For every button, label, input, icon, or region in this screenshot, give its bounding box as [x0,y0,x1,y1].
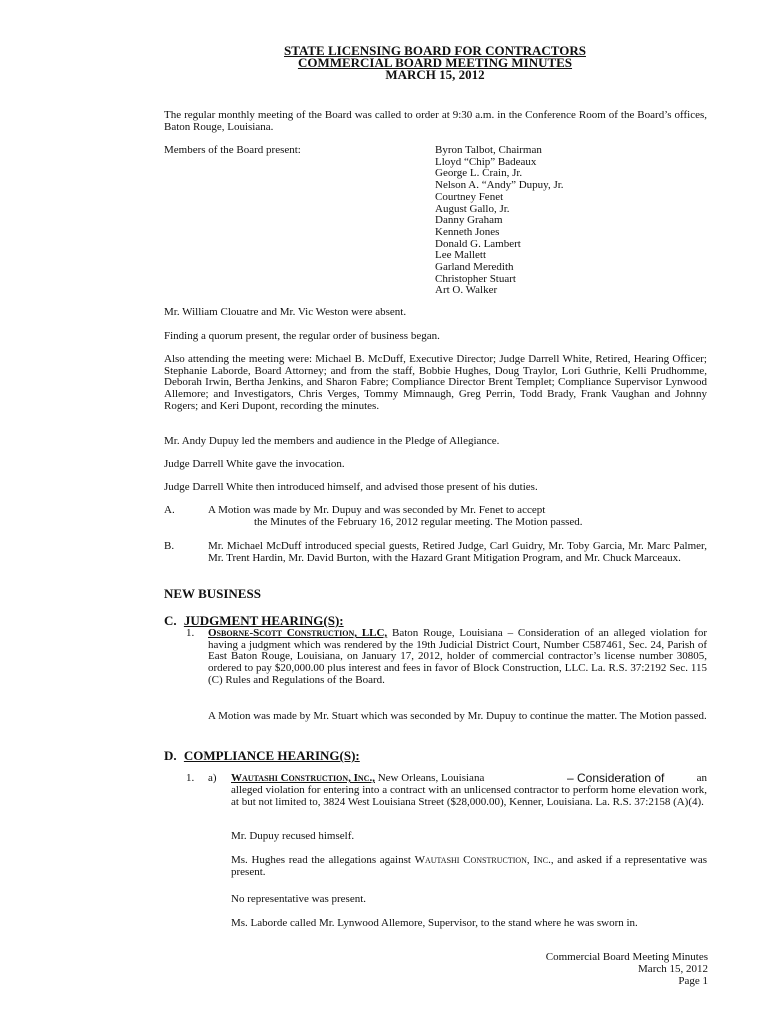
laborde-paragraph: Ms. Laborde called Mr. Lynwood Allemore, Supervisor, to the stand where he was sworn in. [231,917,638,929]
section-d-heading [164,748,360,764]
item-b-label: B. [164,540,175,552]
wautashi-location: New Orleans, Louisiana [374,772,485,784]
new-business-heading: NEW BUSINESS [164,586,261,601]
introduction-paragraph: Judge Darrell White then introduced himself, and advised those present of his duties. [164,481,538,493]
wautashi-company: Wautashi Construction, Inc., [231,772,375,784]
section-d-title: COMPLIANCE HEARING(S): [183,748,360,763]
item-a-line-2: the Minutes of the February 16, 2012 regular meeting. The Motion passed. [254,516,583,528]
hughes-company: Wautashi Construction, Inc. [414,854,551,866]
document-title [160,45,710,81]
member-name: Kenneth Jones [435,225,500,238]
member-name: Art O. Walker [435,284,498,297]
section-c-item-body: Baton Rouge, Louisiana – Consideration of an alleged violation for having a judgment which was rendered by the 19th Judicial District Court, Number C587461, Sec. 24, Parish of East Baton Rouge, Louisiana, on January 17, 2012, holder of commercial contractor’s license number 30805, ordered to pay $20,000.00 plus interest and fees in favor of Block Construction, LLC. La. R.S. 37:2192 Sec. 115 (C) Rules and Regulations of the Board. [208,627,707,686]
section-c-item-text [208,628,707,687]
consideration-an: an [696,772,707,784]
member-name: Lee Mallett [435,249,487,262]
absent-paragraph: Mr. William Clouatre and Mr. Vic Weston were absent. [164,306,407,318]
pledge-paragraph: Mr. Andy Dupuy led the members and audience in the Pledge of Allegiance. [164,435,500,447]
page-footer [546,951,708,987]
member-name: Donald G. Lambert [435,237,521,250]
title-date: MARCH 15, 2012 [385,67,485,82]
footer-date: March 15, 2012 [638,963,708,975]
item-a-label: A. [164,504,175,516]
member-name: George L. Crain, Jr. [435,167,523,180]
intro-paragraph: The regular monthly meeting of the Board was called to order at 9:30 a.m. in the Conference Room of the Board’s offices, Baton Rouge, Louisiana. [164,109,707,133]
member-name: Garland Meredith [435,261,514,274]
members-list [435,145,564,297]
title-line-2: COMMERCIAL BOARD MEETING MINUTES [297,55,573,70]
section-c-title: JUDGMENT HEARING(S): [183,613,344,628]
hughes-pre: Ms. Hughes read the allegations against [231,854,415,866]
invocation-paragraph: Judge Darrell White gave the invocation. [164,458,345,470]
section-c-item-number: 1. [186,627,195,639]
section-c-motion: A Motion was made by Mr. Stuart which was seconded by Mr. Dupuy to continue the matter. The Motion passed. [208,710,707,722]
hughes-paragraph [231,855,707,878]
item-b-text: Mr. Michael McDuff introduced special guests, Retired Judge, Carl Guidry, Mr. Toby Garcia, Mr. Marc Palmer, Mr. Trent Hardin, Mr. David Burton, with the Hazard Grant Mitigation Program, and Mr. Chuck Marceaux. [208,540,707,564]
title-line-1: STATE LICENSING BOARD FOR CONTRACTORS [284,43,586,58]
members-label: Members of the Board present: [164,144,301,156]
member-name: Nelson A. “Andy” Dupuy, Jr. [435,179,564,192]
member-name: Byron Talbot, Chairman [435,144,542,156]
attending-paragraph: Also attending the meeting were: Michael B. McDuff, Executive Director; Judge Darrell White, Retired, Hearing Officer; Stephanie Laborde, Board Attorney; and from the staff, Bobbie Hughes, Doug Traylor, Lori Guthrie, Kelli Prudhomme, Deborah Irwin, Bertha Jenkins, and Sharon Fabre; Compliance Director Brent Templet; Compliance Supervisor Lynwood Allemore; and Investigators, Chris Verges, Tommy Mimnaugh, Greg Perrin, Todd Brady, Frank Vaughan and Johnny Rogers; and Keri Dupont, recording the minutes. [164,353,707,412]
consideration-text: – Consideration of [567,771,665,785]
member-name: Christopher Stuart [435,272,516,285]
recused-paragraph: Mr. Dupuy recused himself. [231,830,355,842]
member-name: August Gallo, Jr. [435,202,510,215]
member-name: Lloyd “Chip” Badeaux [435,155,537,168]
section-d-sub-label: a) [208,772,217,784]
footer-title: Commercial Board Meeting Minutes [545,951,708,963]
member-name: Danny Graham [435,214,503,227]
section-d-item-header [231,773,707,785]
section-d-item-number: 1. [186,772,195,784]
footer-page-number: Page 1 [678,975,708,987]
item-a-line-1: A Motion was made by Mr. Dupuy and was seconded by Mr. Fenet to accept [208,504,546,516]
section-d-item-text: alleged violation for entering into a contract with an unlicensed contractor to perform home elevation work, at but not limited to, 3824 West Louisiana Street ($28,000.00), Kenner, Louisiana. La. R.S. 37:2158 (A)(4). [231,784,707,808]
hughes-post: , and asked if a representative was present. [231,854,707,878]
quorum-paragraph: Finding a quorum present, the regular order of business began. [164,330,440,342]
section-d-label: D. [164,748,177,763]
no-representative-paragraph: No representative was present. [231,893,367,905]
osborne-scott-company: Osborne-Scott Construction, LLC, [208,627,388,639]
member-name: Courtney Fenet [435,190,504,203]
section-c-label: C. [164,613,177,628]
